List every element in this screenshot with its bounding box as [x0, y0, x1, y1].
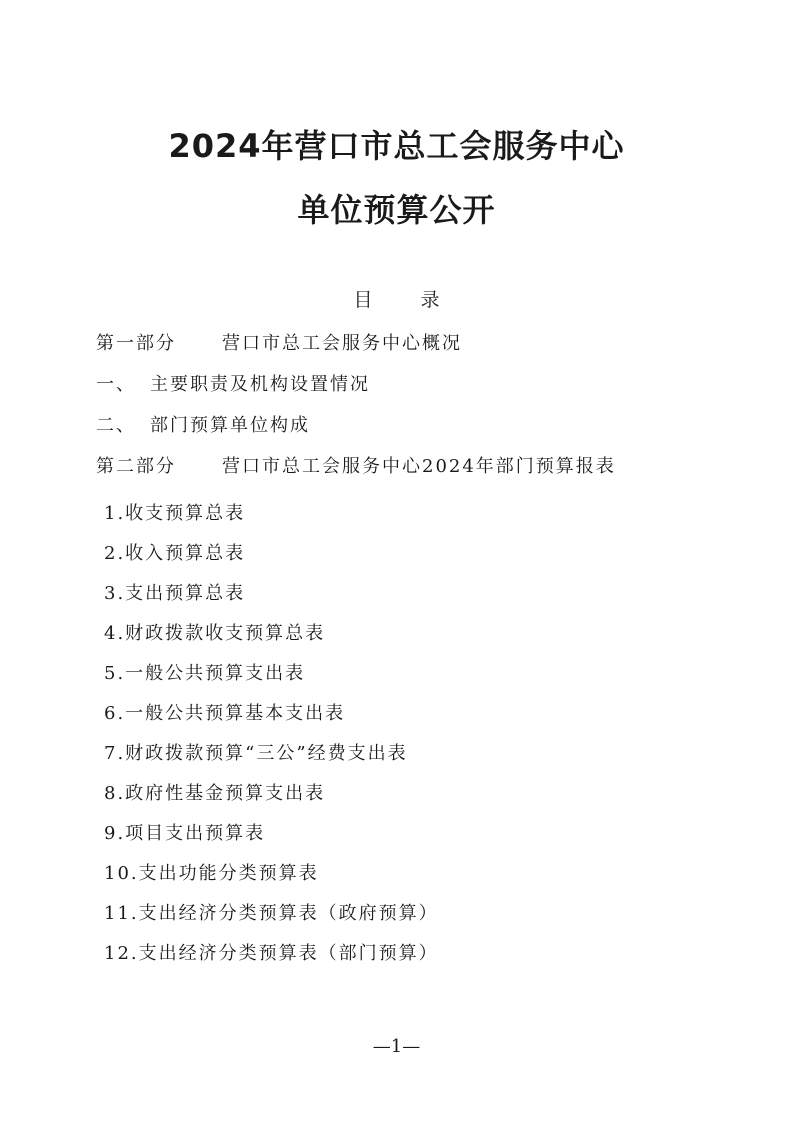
- toc-section-1: [96, 373, 370, 397]
- toc-list-item: 11.支出经济分类预算表（政府预算）: [104, 903, 439, 924]
- toc-list-item: 9.项目支出预算表: [104, 823, 266, 844]
- toc-section-2: [96, 414, 310, 438]
- toc-list-item: 8.政府性基金预算支出表: [104, 783, 326, 804]
- toc-list-item: 6.一般公共预算基本支出表: [104, 703, 346, 724]
- toc-heading-part-2: 录: [420, 289, 440, 311]
- toc-part-2-label: 第二部分: [96, 456, 176, 477]
- toc-part-1: [96, 332, 462, 356]
- toc-section-2-num: 二、: [96, 415, 136, 436]
- toc-part-2: [96, 455, 616, 479]
- toc-part-2-title: 营口市总工会服务中心2024年部门预算报表: [222, 456, 616, 477]
- document-title-line-2: 单位预算公开: [297, 191, 496, 229]
- toc-list-item: 5.一般公共预算支出表: [104, 663, 306, 684]
- page-number: —1—: [372, 1036, 421, 1057]
- toc-list-item: 4.财政拨款收支预算总表: [104, 623, 326, 644]
- toc-part-1-title: 营口市总工会服务中心概况: [222, 333, 462, 354]
- toc-section-1-num: 一、: [96, 374, 136, 395]
- toc-heading-part-1: 目: [353, 289, 373, 311]
- toc-section-2-title: 部门预算单位构成: [150, 415, 310, 436]
- toc-heading: [0, 288, 793, 312]
- toc-list-item: 12.支出经济分类预算表（部门预算）: [104, 943, 439, 964]
- toc-list-item: 7.财政拨款预算“三公”经费支出表: [104, 743, 408, 764]
- toc-section-1-title: 主要职责及机构设置情况: [150, 374, 370, 395]
- toc-list-item: 2.收入预算总表: [104, 543, 246, 564]
- toc-list-item: 3.支出预算总表: [104, 583, 246, 604]
- toc-list-item: 1.收支预算总表: [104, 503, 246, 524]
- document-title-line-1: 2024年营口市总工会服务中心: [168, 127, 625, 165]
- toc-list-item: 10.支出功能分类预算表: [104, 863, 319, 884]
- toc-part-1-label: 第一部分: [96, 333, 176, 354]
